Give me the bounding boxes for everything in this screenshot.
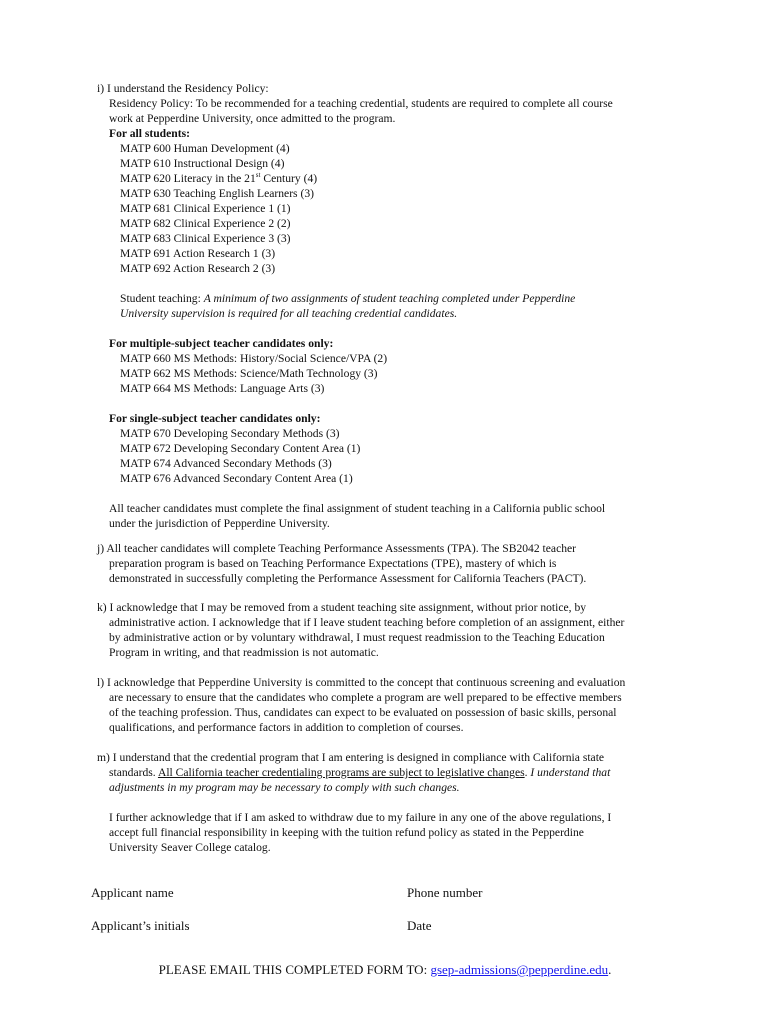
residency-policy-line: Residency Policy: To be recommended for a teaching credential, students are required to complete all course <box>109 97 613 110</box>
section-j-line: preparation program is based on Teaching Performance Expectations (TPE), mastery of which is <box>109 557 557 570</box>
student-teaching-line <box>97 291 677 306</box>
email-instruction-text: PLEASE EMAIL THIS COMPLETED FORM TO: <box>158 962 431 977</box>
section-m-line <box>97 765 677 780</box>
course-item: MATP 600 Human Development (4) <box>120 142 290 155</box>
section-k-line: k) I acknowledge that I may be removed from a student teaching site assignment, without prior notice, by <box>97 601 587 614</box>
section-l <box>97 675 677 735</box>
section-m <box>97 750 677 855</box>
acknowledge-line: I further acknowledge that if I am asked to withdraw due to my failure in any one of the above regulations, I <box>109 811 612 824</box>
section-j-line: demonstrated in successfully completing the Performance Assessment for California Teachers (PACT). <box>109 572 587 585</box>
course-item-matp620 <box>97 171 677 186</box>
course-item: MATP 664 MS Methods: Language Arts (3) <box>120 382 325 395</box>
course-item: MATP 630 Teaching English Learners (3) <box>120 187 314 200</box>
single-subject-heading: For single-subject teacher candidates only: <box>109 412 321 425</box>
course-item: MATP 662 MS Methods: Science/Math Technology (3) <box>120 367 378 380</box>
multiple-subject-heading: For multiple-subject teacher candidates only: <box>109 337 334 350</box>
course-item: MATP 610 Instructional Design (4) <box>120 157 285 170</box>
final-assignment-line: All teacher candidates must complete the final assignment of student teaching in a California public school <box>109 502 606 515</box>
course-item: MATP 682 Clinical Experience 2 (2) <box>120 217 291 230</box>
course-item: MATP 670 Developing Secondary Methods (3) <box>120 427 340 440</box>
course-text: MATP 620 Literacy in the 21 <box>120 172 256 185</box>
section-k-line: administrative action. I acknowledge that if I leave student teaching before completion of an assignment, either <box>109 616 625 629</box>
course-item: MATP 660 MS Methods: History/Social Science/VPA (2) <box>120 352 388 365</box>
section-k-line: Program in writing, and that readmission is not automatic. <box>109 646 379 659</box>
applicant-initials-label: Applicant’s initials <box>91 918 190 933</box>
course-item: MATP 683 Clinical Experience 3 (3) <box>120 232 291 245</box>
student-teaching-text: University supervision is required for all teaching credential candidates. <box>120 307 458 320</box>
section-m-line: m) I understand that the credential program that I am entering is designed in compliance with California state <box>97 751 605 764</box>
final-assignment-line: under the jurisdiction of Pepperdine University. <box>109 517 330 530</box>
course-item: MATP 681 Clinical Experience 1 (1) <box>120 202 291 215</box>
section-l-line: qualifications, and performance factors in addition to completion of courses. <box>109 721 464 734</box>
section-m-italic-text: I understand that <box>530 766 611 779</box>
footer-period: . <box>608 962 612 977</box>
legislative-changes-text: All California teacher credentialing programs are subject to legislative changes <box>157 766 525 779</box>
section-l-line: l) I acknowledge that Pepperdine University is committed to the concept that continuous screening and evaluation <box>97 676 626 689</box>
course-item: MATP 674 Advanced Secondary Methods (3) <box>120 457 332 470</box>
section-m-text: standards. <box>109 766 158 779</box>
section-k-line: by administrative action or by voluntary withdrawal, I must request readmission to the Teaching Education <box>109 631 605 644</box>
course-text: Century (4) <box>260 172 318 185</box>
student-teaching-label: Student teaching: <box>120 292 204 305</box>
section-k <box>97 600 677 660</box>
course-item: MATP 672 Developing Secondary Content Area (1) <box>120 442 361 455</box>
course-item: MATP 676 Advanced Secondary Content Area (1) <box>120 472 353 485</box>
section-l-line: of the teaching profession. Thus, candidates can expect to be evaluated on possession of basic skills, personal <box>109 706 617 719</box>
applicant-name-label: Applicant name <box>91 885 174 900</box>
student-teaching-text: A minimum of two assignments of student teaching completed under Pepperdine <box>203 292 576 305</box>
residency-policy-line: work at Pepperdine University, once admitted to the program. <box>109 112 396 125</box>
section-j-line: j) All teacher candidates will complete Teaching Performance Assessments (TPA). The SB2042 teacher <box>97 542 577 555</box>
section-i <box>97 81 677 531</box>
email-instruction <box>0 962 770 978</box>
section-m-italic-text: adjustments in my program may be necessary to comply with such changes. <box>109 781 460 794</box>
acknowledge-line: accept full financial responsibility in keeping with the tuition refund policy as stated in the Pepperdine <box>109 826 584 839</box>
section-m-text: . <box>524 766 531 779</box>
course-item: MATP 691 Action Research 1 (3) <box>120 247 276 260</box>
acknowledge-line: University Seaver College catalog. <box>109 841 271 854</box>
section-l-line: are necessary to ensure that the candidates who complete a program are well prepared to be effective members <box>109 691 622 704</box>
section-i-heading: i) I understand the Residency Policy: <box>97 82 269 95</box>
superscript: st <box>255 171 261 179</box>
phone-number-label: Phone number <box>407 885 483 900</box>
all-students-heading: For all students: <box>109 127 190 140</box>
course-item: MATP 692 Action Research 2 (3) <box>120 262 276 275</box>
section-j <box>97 541 677 586</box>
date-label: Date <box>407 918 432 933</box>
admissions-email-link[interactable]: gsep-admissions@pepperdine.edu <box>430 962 609 977</box>
